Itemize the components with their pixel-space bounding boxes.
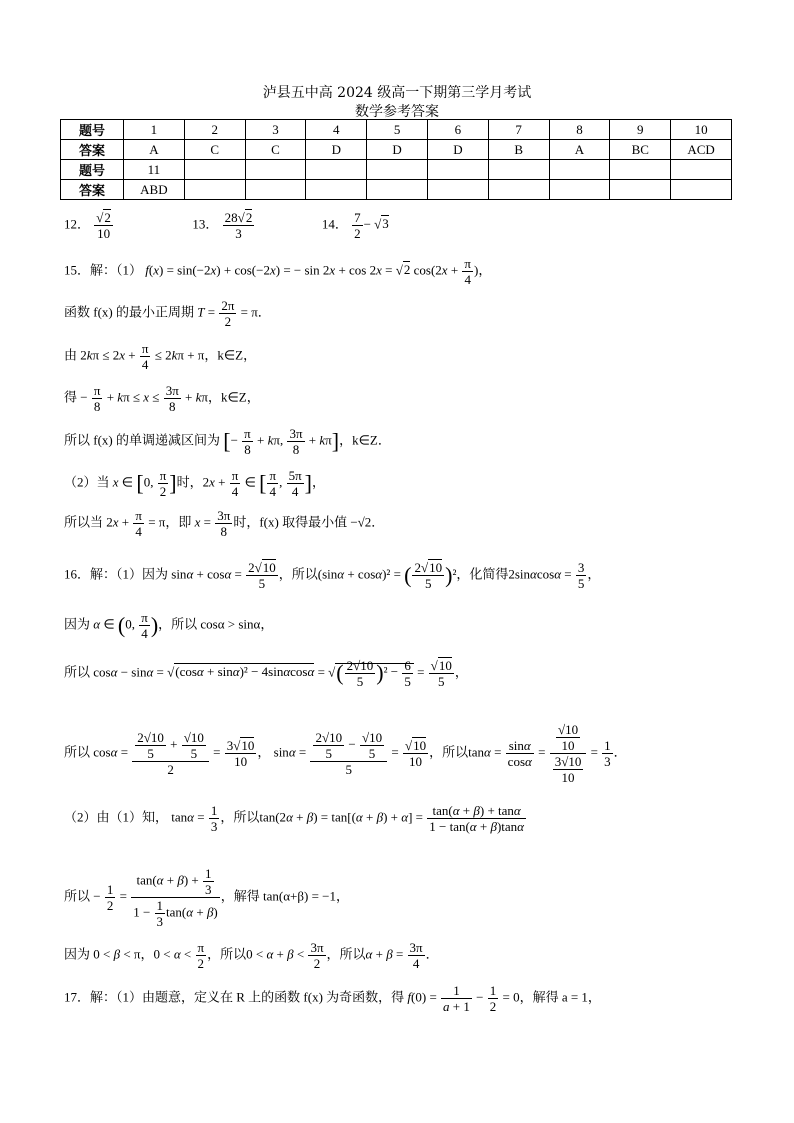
text: （2）当 (64, 474, 110, 490)
table-cell: 6 (427, 120, 488, 140)
answer-table (60, 119, 732, 200)
table-cell: 8 (549, 120, 610, 140)
table-cell (245, 180, 306, 200)
text: 得 (64, 389, 78, 405)
text: 所以 (64, 744, 91, 760)
q15-line-5: 所以 f(x) 的单调递减区间为 [− $\frac{\pi}{8}$ + kπ, $\frac{3\pi}{8}$ + kπ]，k∈Z． (64, 426, 391, 457)
text: 由 (64, 347, 78, 363)
q16-line-3: 所以 cosα − sinα = √(cosα + sinα)² − 4sinαcosα = √( $\frac{2√10}{5}$ )² − $\frac{6}{5}$ = $\frac{√10}{5}$ ， (64, 658, 468, 689)
q16-line-6: 所以 − $\frac{1}{2}$ = tan(α + β) + $\frac{1}{3}$ 1 − $\frac{1}{3}$ tan(α + β) ，解得 tan(α+β) = −1， (64, 866, 349, 929)
text: 所以当 (64, 514, 104, 530)
q16-line-1: 16．解：（1）因为 sinα + cosα = $\frac{2√10}{5}$ ，所以(sinα + cosα)² = ( $\frac{2√10}{5}$ )²，化简得2sinαcosα = $\frac{3}{5}$ ， (64, 560, 601, 591)
table-cell: ABD (124, 180, 185, 200)
table-cell (488, 160, 549, 180)
q15-line-4: 得 − $\frac{\pi}{8}$ + kπ ≤ x ≤ $\frac{3\pi}{8}$ + kπ，k∈Z， (64, 383, 260, 414)
table-cell: 1 (124, 120, 185, 140)
text: ，k∈Z． (339, 432, 391, 448)
table-cell (671, 160, 732, 180)
text: 所以 (64, 888, 91, 904)
table-cell (245, 160, 306, 180)
row-header: 答案 (61, 180, 124, 200)
q13-label: 13． (192, 216, 219, 232)
text: ，k∈Z， (207, 389, 260, 405)
page-title: 泸县五中高 2024 级高一下期第三学月考试 (262, 85, 532, 101)
table-cell: 9 (610, 120, 671, 140)
q12-answer: $\frac{√2}{10}$ (96, 210, 111, 241)
table-row (61, 180, 732, 200)
table-cell: B (488, 140, 549, 160)
text: ，解得 a = 1， (519, 989, 601, 1005)
q15-line-7: 所以当 2x + $\frac{\pi}{4}$ = π，即 x = $\frac{3\pi}{8}$ 时，f(x) 取得最小值 −√2． (64, 508, 385, 539)
text: 时，f(x) 取得最小值 −√2． (233, 514, 385, 530)
text: ，解得 tan(α+β) = −1， (220, 888, 349, 904)
text: ，所以 (278, 566, 318, 582)
q16-line-7: 因为 0 < β < π，0 < α < $\frac{\pi}{2}$ ，所以0 < α + β < $\frac{3\pi}{2}$ ，所以α + β = $\frac{3\pi}{4}$ ． (64, 940, 439, 971)
table-cell: BC (610, 140, 671, 160)
table-cell (427, 180, 488, 200)
q14-answer: $\frac{7}{2}$ (354, 210, 361, 241)
row-header: 题号 (61, 160, 124, 180)
table-cell: ACD (671, 140, 732, 160)
table-cell (184, 160, 245, 180)
page-subtitle: 数学参考答案 (355, 104, 439, 120)
table-cell (488, 180, 549, 200)
table-cell (671, 180, 732, 200)
table-cell: D (306, 140, 367, 160)
q17-line-1: 17．解：（1）由题意，定义在 R 上的函数 f(x) 为奇函数，得 f(0) = $\frac{1}{a + 1}$ − $\frac{1}{2}$ = 0，解得 a = 1， (64, 983, 601, 1014)
q12-label: 12． (64, 216, 91, 232)
table-cell: A (124, 140, 185, 160)
text: ，化简得 (456, 566, 509, 582)
text: （2）由（1）知， (64, 809, 169, 825)
q16-line-5: （2）由（1）知， tanα = $\frac{1}{3}$ ，所以tan(2α + β) = tan[(α + β) + α] = $\frac{\tan(\alpha + \beta) + \tan\alpha}{1 - \tan(\alpha + \beta)\tan\alpha}$ (64, 803, 524, 834)
table-cell: C (245, 140, 306, 160)
text: 所以 f(x) 的单调递减区间为 (64, 432, 220, 448)
table-cell (367, 160, 428, 180)
table-cell: 5 (367, 120, 428, 140)
text: ，所以 (326, 946, 366, 962)
text: ，所以 (429, 744, 469, 760)
table-cell (427, 160, 488, 180)
answers-12-14: 12． $\frac{√2}{10}$ 13． $\frac{28√2}{3}$ 14． $\frac{7}{2}$ − √3 (64, 210, 389, 241)
table-cell (306, 180, 367, 200)
text: ，所以 (207, 946, 247, 962)
table-cell: 2 (184, 120, 245, 140)
text: 时， (176, 474, 203, 490)
table-cell: 7 (488, 120, 549, 140)
table-cell: D (427, 140, 488, 160)
q14-label: 14． (321, 216, 348, 232)
table-cell (610, 160, 671, 180)
table-cell (610, 180, 671, 200)
text: 因为 (64, 946, 91, 962)
row-header: 题号 (61, 120, 124, 140)
table-cell: 10 (671, 120, 732, 140)
q15-line-1: 15．解：（1） f(x) = sin(−2x) + cos(−2x) = − sin 2x + cos 2x = √2 cos(2x + $\frac{\pi}{4}$ )， (64, 256, 492, 287)
table-cell (549, 160, 610, 180)
text: 函数 f(x) 的最小正周期 (64, 304, 194, 320)
row-header: 答案 (61, 140, 124, 160)
table-row (61, 140, 732, 160)
table-cell: A (549, 140, 610, 160)
text: ，所以 cosα > sinα， (158, 616, 274, 632)
q15-line-3: 由 2kπ ≤ 2x + $\frac{\pi}{4}$ ≤ 2kπ + π，k∈Z， (64, 341, 257, 372)
q13-answer: $\frac{28√2}{3}$ (224, 210, 253, 241)
table-cell (184, 180, 245, 200)
table-cell: D (367, 140, 428, 160)
q16-line-4: 所以 cosα = $\frac{2√10}{5}$ + $\frac{√10}{5}$ 2 = $\frac{3√10}{10}$ ， sinα = $\frac{2√10}{5}$ − $\frac{√10}{5}$ 5 = $\frac{√10}{10}$ ，所以tanα = $\frac{\sin\alpha}{\cos\alpha}$ = $\frac{\frac{√10}{10}}{\frac{3√10}{10}}$ = $\frac{1}{3}$ ． (64, 722, 627, 785)
q15-line-2: 函数 f(x) 的最小正周期 T = $\frac{2\pi}{2}$ = π． (64, 298, 271, 329)
text: ，k∈Z， (204, 347, 257, 363)
table-row (61, 160, 732, 180)
table-row (61, 120, 732, 140)
table-cell (549, 180, 610, 200)
text: 因为 (64, 616, 91, 632)
table-cell: 11 (124, 160, 185, 180)
table-cell (367, 180, 428, 200)
q16-label: 16．解：（1）因为 (64, 566, 169, 582)
table-cell: 4 (306, 120, 367, 140)
q15-label: 15．解：（1） (64, 262, 143, 278)
q16-line-2: 因为 α ∈ (0, $\frac{\pi}{4}$ )，所以 cosα > sinα， (64, 610, 274, 641)
q15-line-6: （2）当 x ∈ [0, $\frac{\pi}{2}$ ]时，2x + $\frac{\pi}{4}$ ∈ [ $\frac{\pi}{4}$ , $\frac{5\pi}{4}$ ]， (64, 468, 325, 499)
text: ，即 (165, 514, 192, 530)
table-cell (306, 160, 367, 180)
text: 所以 (64, 664, 91, 680)
table-cell: C (184, 140, 245, 160)
q17-label: 17．解：（1）由题意，定义在 R 上的函数 f(x) 为奇函数，得 (64, 989, 405, 1005)
table-cell: 3 (245, 120, 306, 140)
text: ，所以 (220, 809, 260, 825)
